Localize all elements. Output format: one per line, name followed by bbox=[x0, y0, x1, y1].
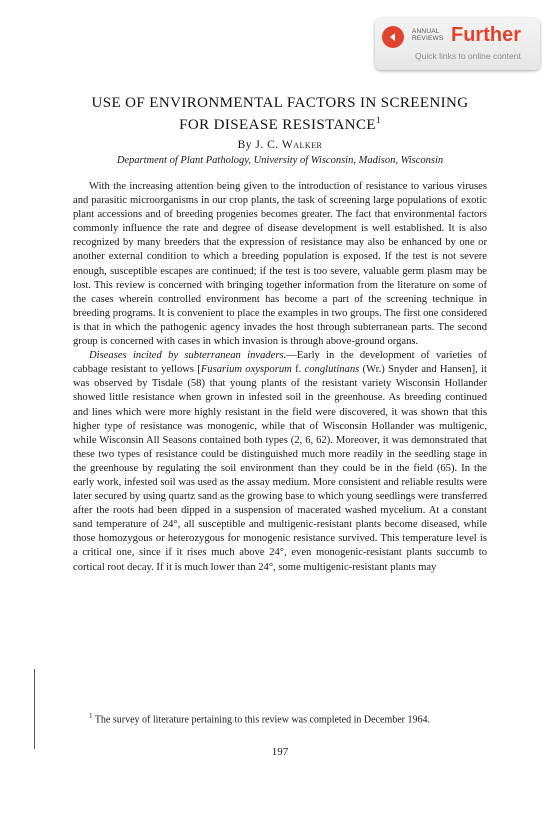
title-line-2: FOR DISEASE RESISTANCE$^1$ bbox=[179, 115, 381, 133]
article-body bbox=[73, 180, 487, 575]
annual-reviews-logo: ANNUAL REVIEWS bbox=[412, 28, 444, 42]
footnote: $^1$ The survey of literature pertaining to this review was completed in December 1964. bbox=[89, 712, 430, 726]
page-number: 197 bbox=[271, 746, 289, 758]
further-badge[interactable] bbox=[375, 18, 540, 70]
title-footnote-mark: 1 bbox=[375, 115, 381, 125]
margin-rule bbox=[34, 669, 35, 749]
quick-links-text[interactable]: Quick links to online content bbox=[415, 51, 521, 61]
paragraph-1: With the increasing attention being given to the introduction of resistance to various viruses and parasitic microorganisms in our crop plants, the task of screening large populations of exotic plant accessions and of breeding progenies becomes greater. The fact that environmental factors commonly influence the rate and degree of disease development is well established. It is also recognized by many breeders that the expression of resistance may also be enhanced by one or another external condition to which a breeding population is exposed. If the test is not severe enough, susceptible escapes are continued; if the test is too severe, valuable germ plasm may be lost. This review is concerned with bringing together information from the literature on some of the cases wherein controlled environment has become a part of the screening technique in breeding programs. It is convenient to place the examples in two groups. The first one considered is that in which the pathogenic agency invades the host through subterranean parts. The second group is concerned with cases in which invasion is through above-ground organs. bbox=[73, 181, 487, 348]
footnote-mark: 1 bbox=[89, 712, 93, 720]
further-label[interactable]: Further bbox=[451, 24, 521, 46]
affiliation: Department of Plant Pathology, University of Wisconsin, Madison, Wisconsin bbox=[116, 155, 444, 166]
author-line: By J. C. Walker bbox=[237, 139, 323, 151]
arrow-left-icon bbox=[382, 26, 404, 48]
title-line-1: USE OF ENVIRONMENTAL FACTORS IN SCREENING bbox=[91, 95, 469, 111]
author-name: J. C. Walker bbox=[255, 139, 323, 151]
section-heading: Diseases incited by subterranean invaders. bbox=[89, 350, 287, 362]
paragraph-2: Diseases incited by subterranean invaders.—Early in the development of varieties of cabbage resistant to yellows [Fusarium oxysporum f. conglutinans (Wr.) Snyder and Hansen], it was observed by Tisdale (58) that young plants of the resistant variety Wisconsin Hollander showed little resistance when grown in infested soil in the greenhouse. As breeding continued and lines which were more highly resistant in the field were discovered, it was shown that this higher type of resistance was monogenic, while that of Wisconsin Hollander was multigenic, while Wisconsin All Seasons contained both types (2, 6, 62). Moreover, it was demonstrated that these two types of resistance could be distinguished much more readily in the seedling stage in the greenhouse by regulating the soil environment than they could be in the field (65). In the early work, infested soil was used as the assay medium. More consistent and reliable results were later secured by using quartz sand as the growing base to which young seedlings were transferred after the roots had been dipped in a suspension of macerated washed mycelium. At a constant sand temperature of 24°, all susceptible and multigenic-resistant plants become diseased, while those homozygous or heterozygous for monogenic resistance survived. This temperature level is a critical one, since if it rises much above 24°, even monogenic-resistant plants succumb to cortical root decay. If it is much lower than 24°, some multigenic-resistant plants may bbox=[73, 350, 487, 573]
article-title bbox=[70, 95, 490, 134]
